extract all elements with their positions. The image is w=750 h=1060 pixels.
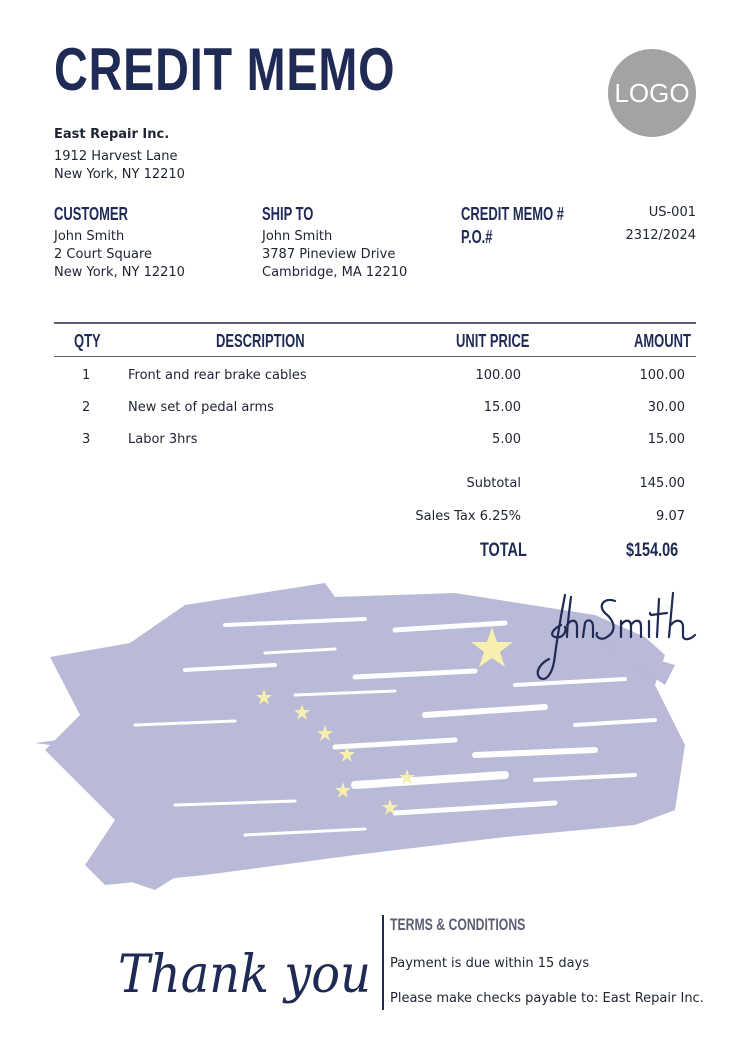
table-header-rule [54,356,696,357]
terms-line-2: Please make checks payable to: East Repair Inc. [390,991,704,1006]
customer-label: CUSTOMER [54,204,128,224]
row-description: Front and rear brake cables [128,368,307,383]
row-qty: 3 [82,432,91,447]
po-number-label: P.O.# [461,227,493,247]
memo-number-value: US-001 [648,205,696,220]
subtotal-value: 145.00 [639,476,685,491]
total-value: $154.06 [626,540,679,561]
ship-to-name: John Smith [262,229,333,244]
ship-to-city: Cambridge, MA 12210 [262,265,408,280]
row-amount: 100.00 [639,368,685,383]
company-city: New York, NY 12210 [54,167,185,182]
col-header-description: DESCRIPTION [216,331,305,351]
logo: LOGO [608,49,696,137]
subtotal-label: Subtotal [466,476,521,491]
company-name: East Repair Inc. [54,127,170,142]
row-unit-price: 5.00 [492,432,521,447]
ship-to-label: SHIP TO [262,204,314,224]
terms-line-1: Payment is due within 15 days [390,956,590,971]
customer-name: John Smith [54,229,125,244]
row-amount: 15.00 [647,432,685,447]
po-number-value: 2312/2024 [625,228,696,243]
col-header-unit-price: UNIT PRICE [456,331,530,351]
footer-divider [382,915,384,1010]
customer-street: 2 Court Square [54,247,153,262]
ship-to-street: 3787 Pineview Drive [262,247,396,262]
row-amount: 30.00 [647,400,685,415]
terms-title: TERMS & CONDITIONS [390,915,526,934]
page-title: CREDIT MEMO [54,36,396,103]
col-header-amount: AMOUNT [634,331,691,351]
table-top-rule [54,322,696,324]
tax-label: Sales Tax 6.25% [415,509,521,524]
row-unit-price: 15.00 [483,400,521,415]
row-qty: 2 [82,400,91,415]
col-header-qty: QTY [74,331,101,351]
customer-city: New York, NY 12210 [54,265,185,280]
company-street: 1912 Harvest Lane [54,149,178,164]
row-unit-price: 100.00 [475,368,521,383]
signature-image [535,585,700,690]
row-qty: 1 [82,368,91,383]
memo-number-label: CREDIT MEMO # [461,204,564,224]
row-description: New set of pedal arms [128,400,274,415]
total-label: TOTAL [480,540,527,561]
row-description: Labor 3hrs [128,432,198,447]
thank-you-text: Thank you [118,945,371,1005]
tax-value: 9.07 [656,509,685,524]
